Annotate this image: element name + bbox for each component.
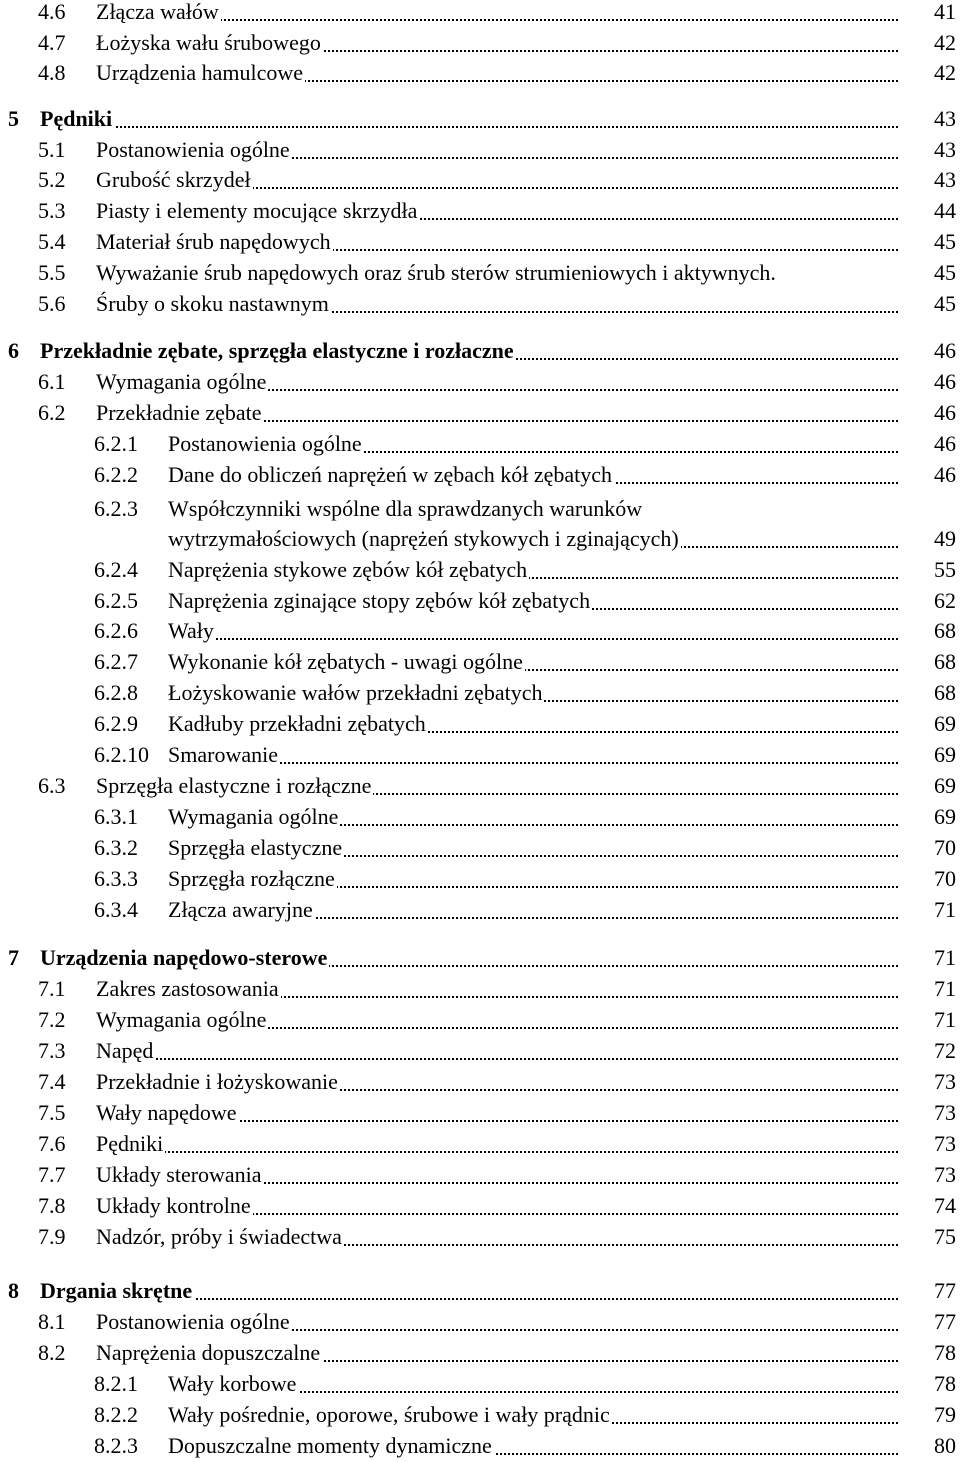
dot-leader <box>96 1058 898 1060</box>
toc-entry-title: Sprzęgła elastyczne i rozłączne <box>96 771 373 801</box>
toc-entry-title-area <box>96 135 898 165</box>
toc-entry-page-number: 49 <box>934 526 956 551</box>
toc-entry-page-number: 75 <box>934 1224 956 1249</box>
toc-entry-title: Wały <box>168 616 216 646</box>
toc-entry[interactable] <box>0 398 960 428</box>
toc-entry-title-area <box>96 1307 898 1337</box>
toc-entry-title-area <box>168 678 898 708</box>
toc-entry-title-area <box>168 586 898 616</box>
toc-entry-title-area <box>168 709 898 739</box>
toc-entry-title-area <box>96 1191 898 1221</box>
toc-entry-title: Układy sterowania <box>96 1160 264 1190</box>
toc-entry-title-area <box>96 974 898 1004</box>
toc-entry-number: 6.3.2 <box>94 835 138 860</box>
toc-entry-title: Łożyskowanie wałów przekładni zębatych <box>168 678 544 708</box>
toc-entry[interactable] <box>0 1098 960 1128</box>
toc-entry-title: Materiał śrub napędowych <box>96 227 333 257</box>
toc-entry-number: 8.1 <box>38 1309 66 1334</box>
toc-entry-title: Urządzenia napędowo-sterowe <box>40 943 329 973</box>
toc-entry-page-number: 43 <box>934 106 956 131</box>
toc-entry-number: 6.1 <box>38 369 66 394</box>
toc-entry-title-area <box>40 1276 898 1306</box>
toc-entry[interactable] <box>0 1431 960 1461</box>
toc-entry[interactable] <box>0 460 960 490</box>
toc-entry-title-area <box>168 524 898 554</box>
toc-entry-title-area <box>168 802 898 832</box>
toc-entry[interactable] <box>0 586 960 616</box>
toc-entry[interactable] <box>0 1160 960 1190</box>
toc-entry-page-number: 71 <box>934 897 956 922</box>
toc-entry-page-number: 43 <box>934 167 956 192</box>
toc-entry-page-number: 46 <box>934 369 956 394</box>
toc-entry-title-area <box>96 28 898 58</box>
toc-entry-title-area <box>168 460 898 490</box>
toc-entry-title: wytrzymałościowych (naprężeń stykowych i zginających) <box>168 524 681 554</box>
toc-entry-title: Wyważanie śrub napędowych oraz śrub sterów strumieniowych i aktywnych. <box>96 258 778 288</box>
toc-entry[interactable] <box>0 258 960 288</box>
toc-entry-page-number: 45 <box>934 260 956 285</box>
toc-entry-title: Smarowanie <box>168 740 280 770</box>
toc-entry-title: Kadłuby przekładni zębatych <box>168 709 428 739</box>
toc-entry-page-number: 46 <box>934 338 956 363</box>
toc-entry-title-area <box>168 1431 898 1461</box>
toc-entry-title: Grubość skrzydeł <box>96 165 253 195</box>
toc-entry[interactable] <box>0 709 960 739</box>
toc-entry-title-area <box>96 227 898 257</box>
toc-entry-page-number: 70 <box>934 835 956 860</box>
dot-leader <box>40 126 898 128</box>
toc-entry-title: Przekładnie zębate <box>96 398 264 428</box>
toc-entry-title-area <box>96 289 898 319</box>
toc-entry-page-number: 80 <box>934 1433 956 1458</box>
toc-entry[interactable] <box>0 227 960 257</box>
toc-entry-title-area <box>40 336 898 366</box>
toc-entry-number: 7 <box>8 945 19 970</box>
toc-entry-title-area <box>96 258 898 288</box>
toc-entry-title: Układy kontrolne <box>96 1191 253 1221</box>
toc-entry-title: Współczynniki wspólne dla sprawdzanych warunków <box>168 494 644 524</box>
toc-entry-page-number: 43 <box>934 137 956 162</box>
toc-entry[interactable] <box>0 367 960 397</box>
toc-entry[interactable] <box>0 1005 960 1035</box>
toc-entry-page-number: 42 <box>934 30 956 55</box>
toc-entry-page-number: 71 <box>934 945 956 970</box>
toc-entry-page-number: 68 <box>934 649 956 674</box>
toc-entry-title: Łożyska wału śrubowego <box>96 28 323 58</box>
toc-entry-title: Wymagania ogólne <box>168 802 340 832</box>
toc-entry[interactable] <box>0 974 960 1004</box>
toc-entry[interactable] <box>0 1338 960 1368</box>
toc-entry-title-area <box>96 1098 898 1128</box>
toc-entry-number: 7.4 <box>38 1069 66 1094</box>
toc-entry-title-area <box>168 555 898 585</box>
toc-entry-page-number: 69 <box>934 711 956 736</box>
toc-entry[interactable] <box>0 555 960 585</box>
toc-entry-page-number: 55 <box>934 557 956 582</box>
toc-entry[interactable] <box>0 289 960 319</box>
toc-entry-title: Wały napędowe <box>96 1098 239 1128</box>
toc-entry[interactable] <box>0 104 960 134</box>
toc-entry[interactable] <box>0 58 960 88</box>
toc-entry-title-area <box>168 740 898 770</box>
toc-entry-title: Naprężenia zginające stopy zębów kół zębatych <box>168 586 592 616</box>
toc-entry-page-number: 46 <box>934 400 956 425</box>
toc-entry-title: Naprężenia stykowe zębów kół zębatych <box>168 555 529 585</box>
toc-entry-title: Wymagania ogólne <box>96 367 268 397</box>
toc-entry-page-number: 73 <box>934 1162 956 1187</box>
toc-entry-title: Zakres zastosowania <box>96 974 281 1004</box>
toc-entry-title-area <box>96 165 898 195</box>
toc-entry-title: Przekładnie zębate, sprzęgła elastyczne i rozłaczne <box>40 336 516 366</box>
toc-entry-number: 8.2.2 <box>94 1402 138 1427</box>
toc-entry-title-area <box>168 616 898 646</box>
toc-entry-title-area <box>96 771 898 801</box>
toc-entry-number: 6.2.8 <box>94 680 138 705</box>
toc-entry-title: Śruby o skoku nastawnym <box>96 289 331 319</box>
toc-entry-title-area <box>168 864 898 894</box>
toc-entry-number: 8.2.3 <box>94 1433 138 1458</box>
toc-entry-title-area <box>168 494 898 524</box>
toc-entry-number: 8.2.1 <box>94 1371 138 1396</box>
toc-entry-page-number: 79 <box>934 1402 956 1427</box>
toc-entry-page-number: 68 <box>934 618 956 643</box>
toc-entry-title: Złącza wałów <box>96 0 221 27</box>
toc-entry-page-number: 42 <box>934 60 956 85</box>
toc-entry-number: 7.5 <box>38 1100 66 1125</box>
toc-entry-page-number: 74 <box>934 1193 956 1218</box>
toc-entry-number: 7.6 <box>38 1131 66 1156</box>
toc-entry[interactable] <box>0 196 960 226</box>
toc-entry-title: Sprzęgła elastyczne <box>168 833 344 863</box>
toc-entry-number: 6.3.3 <box>94 866 138 891</box>
toc-entry-title-area <box>168 1369 898 1399</box>
toc-entry-title: Postanowienia ogólne <box>96 135 292 165</box>
toc-entry-title-area <box>96 58 898 88</box>
toc-entry-title: Postanowienia ogólne <box>96 1307 292 1337</box>
toc-entry-page-number: 77 <box>934 1309 956 1334</box>
toc-entry[interactable] <box>0 943 960 973</box>
toc-entry-page-number: 77 <box>934 1278 956 1303</box>
toc-entry-page-number: 69 <box>934 773 956 798</box>
toc-entry-title: Urządzenia hamulcowe <box>96 58 305 88</box>
toc-entry-title-area <box>96 0 898 27</box>
toc-entry-title-area <box>168 1400 898 1430</box>
toc-entry-title: Wały pośrednie, oporowe, śrubowe i wały prądnic <box>168 1400 612 1430</box>
toc-entry-title: Złącza awaryjne <box>168 895 315 925</box>
toc-entry-number: 6.2.10 <box>94 742 149 767</box>
toc-entry-number: 6.3 <box>38 773 66 798</box>
toc-entry-title: Piasty i elementy mocujące skrzydła <box>96 196 419 226</box>
toc-entry-number: 8 <box>8 1278 19 1303</box>
toc-entry-page-number: 73 <box>934 1131 956 1156</box>
dot-leader <box>96 1151 898 1153</box>
toc-entry-title-area <box>168 647 898 677</box>
toc-entry-page-number: 46 <box>934 462 956 487</box>
toc-entry-title: Pędniki <box>96 1129 165 1159</box>
toc-entry-number: 7.2 <box>38 1007 66 1032</box>
toc-entry-number: 6.2.2 <box>94 462 138 487</box>
toc-entry[interactable] <box>0 740 960 770</box>
toc-entry-number: 6.2.1 <box>94 431 138 456</box>
toc-entry[interactable] <box>0 895 960 925</box>
toc-entry-page-number: 45 <box>934 291 956 316</box>
toc-entry-title: Wykonanie kół zębatych - uwagi ogólne <box>168 647 525 677</box>
toc-entry-number: 7.3 <box>38 1038 66 1063</box>
toc-entry-title-area <box>96 1005 898 1035</box>
toc-entry-number: 4.8 <box>38 60 66 85</box>
toc-entry-title: Pędniki <box>40 104 114 134</box>
toc-entry[interactable] <box>0 616 960 646</box>
toc-entry-number: 7.1 <box>38 976 66 1001</box>
toc-entry[interactable] <box>0 802 960 832</box>
toc-entry-title: Dopuszczalne momenty dynamiczne <box>168 1431 494 1461</box>
toc-entry-number: 6.3.4 <box>94 897 138 922</box>
toc-entry-title: Drgania skrętne <box>40 1276 194 1306</box>
toc-entry-title-area <box>168 429 898 459</box>
toc-entry-page-number: 62 <box>934 588 956 613</box>
toc-entry[interactable] <box>0 494 960 524</box>
toc-entry-number: 7.9 <box>38 1224 66 1249</box>
toc-entry-title: Nadzór, próby i świadectwa <box>96 1222 344 1252</box>
toc-entry-title-area <box>96 1036 898 1066</box>
toc-entry-title-area <box>96 1067 898 1097</box>
toc-entry[interactable] <box>0 1276 960 1306</box>
toc-entry-title-area <box>168 895 898 925</box>
toc-entry-number: 7.8 <box>38 1193 66 1218</box>
toc-entry-page-number: 72 <box>934 1038 956 1063</box>
toc-entry-title-area <box>40 943 898 973</box>
toc-entry[interactable] <box>0 678 960 708</box>
toc-entry-page-number: 78 <box>934 1371 956 1396</box>
toc-entry-number: 8.2 <box>38 1340 66 1365</box>
toc-entry[interactable] <box>0 1036 960 1066</box>
toc-entry-number: 5 <box>8 106 19 131</box>
toc-entry-page-number: 73 <box>934 1069 956 1094</box>
toc-entry-title-area <box>96 1338 898 1368</box>
toc-entry-title-area <box>40 104 898 134</box>
toc-entry-page-number: 69 <box>934 742 956 767</box>
toc-entry-number: 5.3 <box>38 198 66 223</box>
toc-entry-number: 6.2.5 <box>94 588 138 613</box>
toc-entry[interactable] <box>0 1191 960 1221</box>
toc-entry[interactable] <box>0 833 960 863</box>
toc-entry-number: 6.2.6 <box>94 618 138 643</box>
toc-entry-page-number: 73 <box>934 1100 956 1125</box>
toc-entry[interactable] <box>0 864 960 894</box>
toc-entry-page-number: 78 <box>934 1340 956 1365</box>
toc-entry-number: 6.2.9 <box>94 711 138 736</box>
toc-entry-page-number: 45 <box>934 229 956 254</box>
toc-entry-number: 4.6 <box>38 0 66 24</box>
toc-entry[interactable] <box>0 336 960 366</box>
toc-entry-number: 6.2 <box>38 400 66 425</box>
toc-entry-number: 5.6 <box>38 291 66 316</box>
toc-entry-title-area <box>96 1222 898 1252</box>
toc-entry-number: 6 <box>8 338 19 363</box>
toc-entry[interactable] <box>0 1400 960 1430</box>
toc-entry-title-area <box>96 1129 898 1159</box>
toc-entry-number: 6.2.3 <box>94 496 138 521</box>
toc-entry-page-number: 69 <box>934 804 956 829</box>
toc-entry-number: 6.3.1 <box>94 804 138 829</box>
toc-entry-number: 5.5 <box>38 260 66 285</box>
toc-entry-number: 7.7 <box>38 1162 66 1187</box>
toc-entry-title: Sprzęgła rozłączne <box>168 864 337 894</box>
toc-entry-page-number: 46 <box>934 431 956 456</box>
toc-entry[interactable] <box>0 1222 960 1252</box>
toc-entry-page-number: 71 <box>934 976 956 1001</box>
toc-entry[interactable] <box>0 524 960 554</box>
toc-entry-title-area <box>96 196 898 226</box>
toc-entry-number: 5.2 <box>38 167 66 192</box>
toc-entry-page-number: 44 <box>934 198 956 223</box>
toc-entry[interactable] <box>0 429 960 459</box>
toc-entry-page-number: 70 <box>934 866 956 891</box>
toc-entry-page-number: 41 <box>934 0 956 24</box>
toc-entry[interactable] <box>0 1369 960 1399</box>
toc-entry-number: 6.2.7 <box>94 649 138 674</box>
toc-entry-title: Naprężenia dopuszczalne <box>96 1338 322 1368</box>
toc-entry[interactable] <box>0 1067 960 1097</box>
toc-entry-title: Przekładnie i łożyskowanie <box>96 1067 340 1097</box>
toc-entry-title-area <box>96 1160 898 1190</box>
toc-entry-page-number: 68 <box>934 680 956 705</box>
toc-entry-title: Wymagania ogólne <box>96 1005 268 1035</box>
dot-leader <box>168 638 898 640</box>
toc-entry-number: 5.4 <box>38 229 66 254</box>
toc-entry-number: 4.7 <box>38 30 66 55</box>
toc-entry-title-area <box>168 833 898 863</box>
toc-entry[interactable] <box>0 135 960 165</box>
toc-entry-title: Dane do obliczeń naprężeń w zębach kół zębatych <box>168 460 614 490</box>
toc-entry[interactable] <box>0 1129 960 1159</box>
toc-entry[interactable] <box>0 647 960 677</box>
toc-entry-number: 5.1 <box>38 137 66 162</box>
toc-entry-title: Postanowienia ogólne <box>168 429 364 459</box>
toc-entry-page-number: 71 <box>934 1007 956 1032</box>
toc-entry-number: 6.2.4 <box>94 557 138 582</box>
toc-entry[interactable] <box>0 28 960 58</box>
toc-entry-title-area <box>96 398 898 428</box>
toc-entry[interactable] <box>0 0 960 27</box>
toc-entry[interactable] <box>0 165 960 195</box>
toc-entry[interactable] <box>0 771 960 801</box>
toc-entry-title: Napęd <box>96 1036 155 1066</box>
toc-entry[interactable] <box>0 1307 960 1337</box>
toc-entry-title: Wały korbowe <box>168 1369 298 1399</box>
toc-entry-title-area <box>96 367 898 397</box>
